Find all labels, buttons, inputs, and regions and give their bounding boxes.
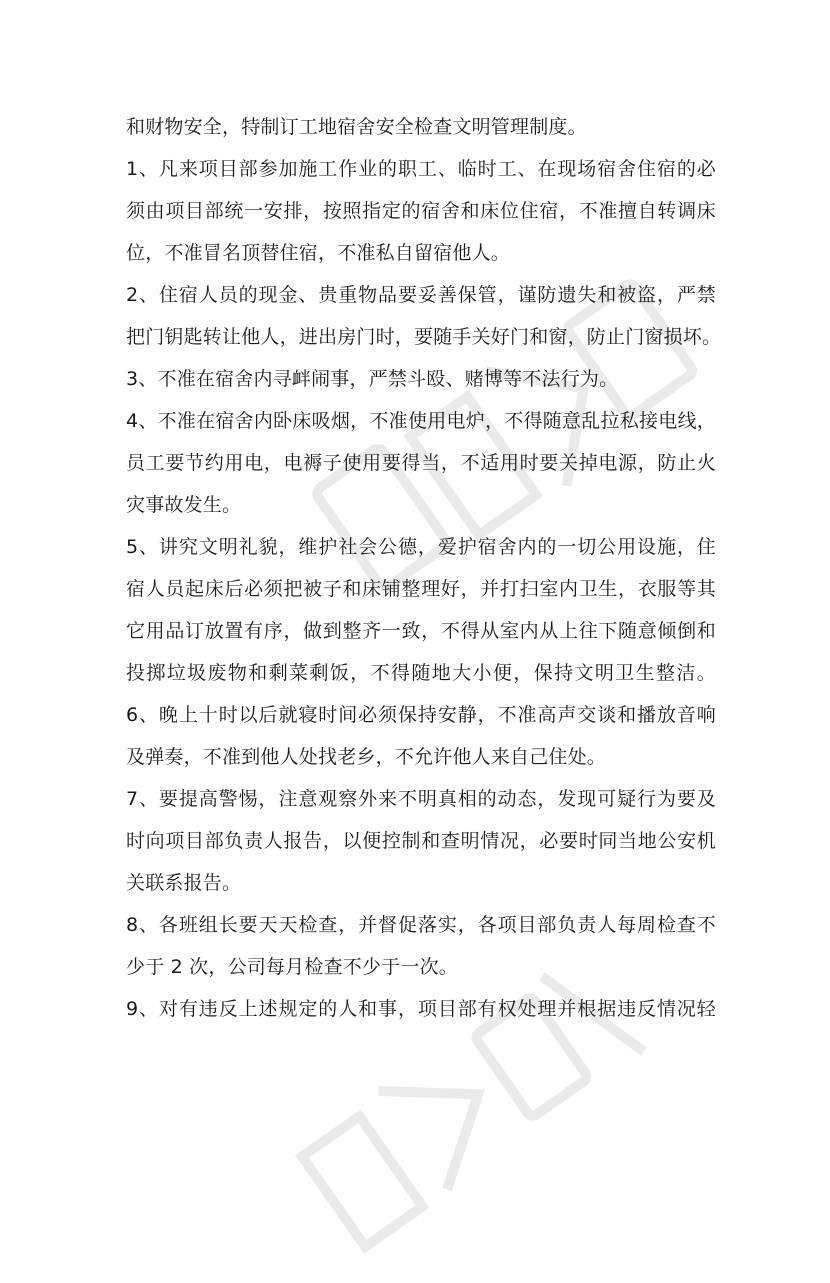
text-line: 少于 2 次，公司每月检查不少于一次。: [126, 956, 458, 978]
text-line: 7、要提高警惕，注意观察外来不明真相的动态，发现可疑行为要及: [126, 788, 716, 810]
text-line: 位，不准冒名顶替住宿，不准私自留宿他人。: [126, 242, 511, 264]
text-line: 3、不准在宿舍内寻衅闹事，严禁斗殴、赌博等不法行为。: [126, 368, 619, 390]
text-line: 和财物安全，特制订工地宿舍安全检查文明管理制度。: [126, 116, 587, 138]
text-line: 1、凡来项目部参加施工作业的职工、临时工、在现场宿舍住宿的必: [126, 158, 716, 180]
document-body: [126, 106, 722, 1030]
text-line: 8、各班组长要天天检查，并督促落实，各项目部负责人每周检查不: [126, 914, 716, 936]
text-line: 及弹奏，不准到他人处找老乡，不允许他人来自己住处。: [126, 746, 607, 768]
text-line: 宿人员起床后必须把被子和床铺整理好，并打扫室内卫生，衣服等其: [126, 578, 716, 600]
text-line: 员工要节约用电，电褥子使用要得当，不适用时要关掉电源，防止火: [126, 452, 716, 474]
text-line: 它用品订放置有序，做到整齐一致，不得从室内从上往下随意倾倒和: [126, 620, 716, 642]
text-line: 4、不准在宿舍内卧床吸烟，不准使用电炉，不得随意乱拉私接电线，: [126, 410, 716, 432]
text-line: 把门钥匙转让他人，进出房门时，要随手关好门和窗，防止门窗损坏。: [126, 326, 722, 348]
text-line: 时向项目部负责人报告，以便控制和查明情况，必要时同当地公安机: [126, 830, 716, 852]
text-line: 灾事故发生。: [126, 494, 242, 516]
text-line: 关联系报告。: [126, 872, 242, 894]
text-line: 9、对有违反上述规定的人和事，项目部有权处理并根据违反情况轻: [126, 998, 716, 1020]
text-line: 2、住宿人员的现金、贵重物品要妥善保管，谨防遗失和被盗，严禁: [126, 284, 716, 306]
text-line: 6、晚上十时以后就寝时间必须保持安静，不准高声交谈和播放音响: [126, 704, 716, 726]
text-line: 5、讲究文明礼貌，维护社会公德，爱护宿舍内的一切公用设施，住: [126, 536, 716, 558]
text-line: 须由项目部统一安排，按照指定的宿舍和床位住宿，不准擅自转调床: [126, 200, 716, 222]
text-line: 投掷垃圾废物和剩菜剩饭，不得随地大小便，保持文明卫生整洁。: [126, 662, 716, 684]
